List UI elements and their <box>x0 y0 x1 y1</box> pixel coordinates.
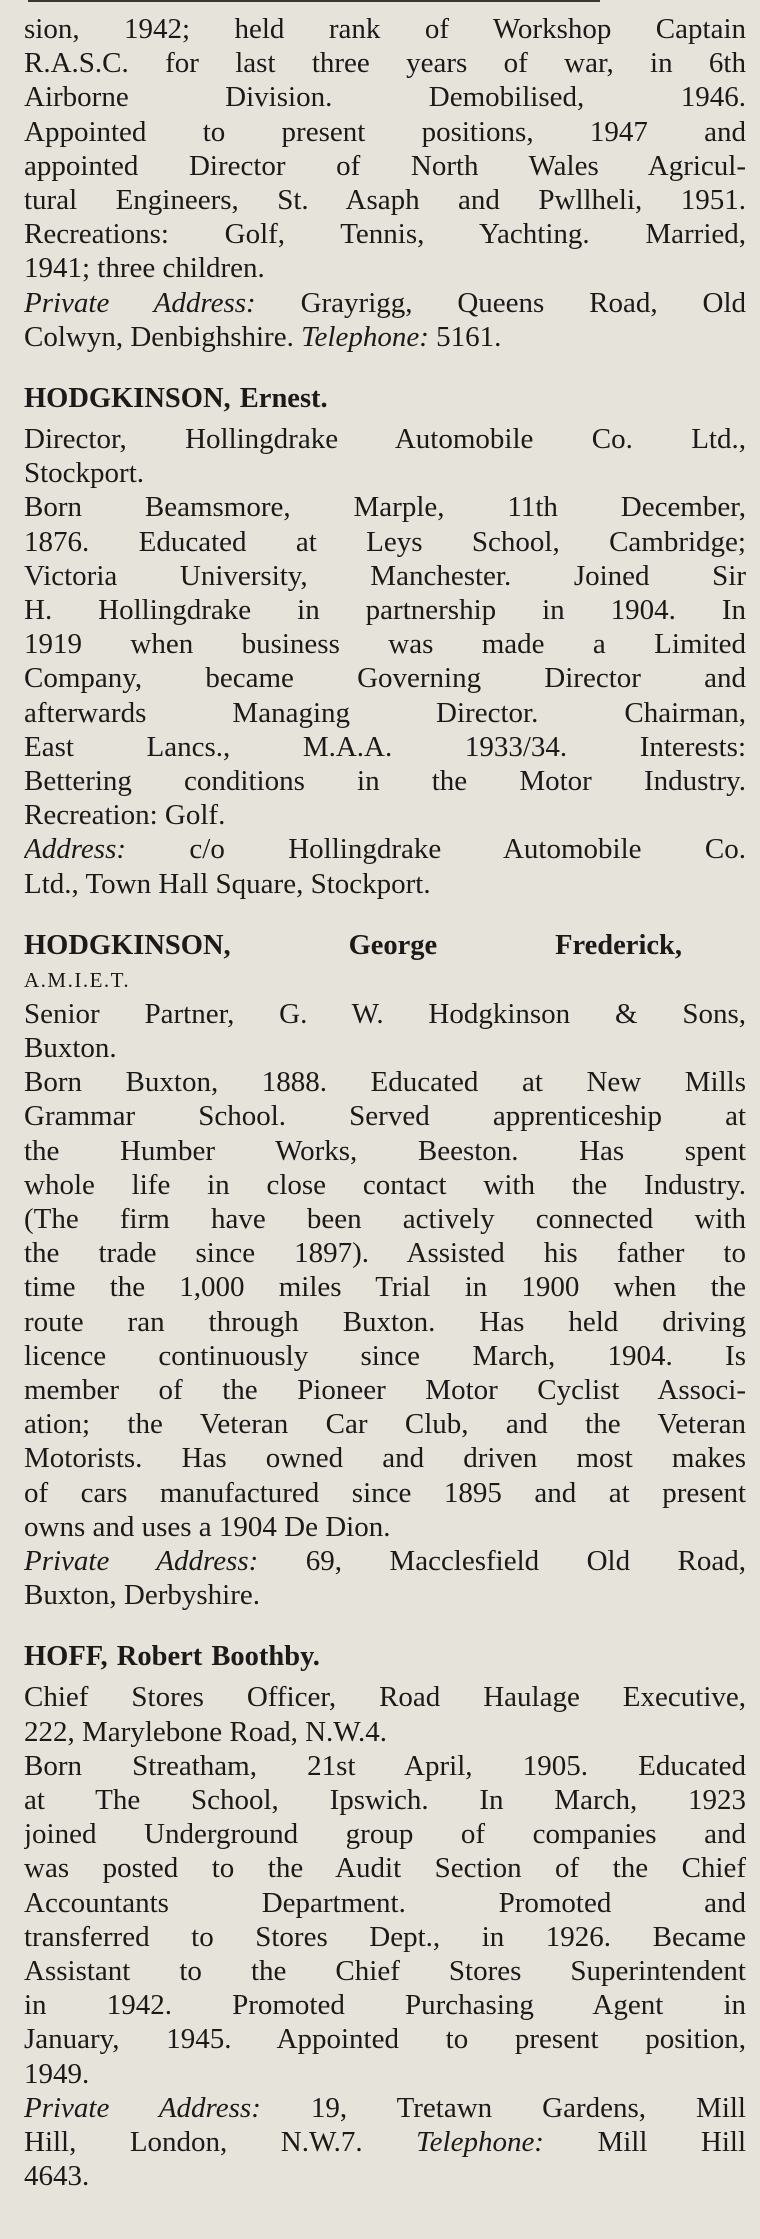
entry-line: whole life in close contact with the Industry. <box>24 1168 746 1201</box>
entry-line: 1919 when business was made a Limited <box>24 628 746 661</box>
entry-forenames: George Frederick, <box>348 929 682 961</box>
entry-line: Accountants Department. Promoted and <box>24 1886 746 1919</box>
entry-line: (The firm have been actively connected with <box>24 1203 746 1235</box>
entry-line: owns and uses a 1904 De Dion. <box>24 1510 391 1543</box>
entry-forenames: Ernest. <box>239 382 328 414</box>
entry-hodgkinson-george-frederick <box>24 929 746 1613</box>
entry-line: Recreations: Golf, Tennis, Yachting. Married, <box>24 218 746 251</box>
telephone-number: Mill Hill <box>543 2125 746 2158</box>
address-label: Private Address: <box>24 1544 259 1577</box>
entry-line: Stockport. <box>24 457 145 490</box>
address-line <box>24 832 746 866</box>
entry-line: tural Engineers, St. Asaph and Pwllheli, 1951. <box>24 183 746 216</box>
entry-line: transferred to Stores Dept., in 1926. Became <box>24 1920 746 1953</box>
entry-line: Bettering conditions in the Motor Industry. <box>24 764 746 797</box>
entry-line: Born Buxton, 1888. Educated at New Mills <box>24 1066 746 1099</box>
address-label: Address: <box>24 833 127 866</box>
address-line: Buxton, Derbyshire. <box>24 1579 260 1612</box>
address-line <box>24 2091 746 2125</box>
entry-line: January, 1945. Appointed to present position, <box>24 2023 746 2056</box>
top-rule <box>28 0 600 2</box>
entry-line: afterwards Managing Director. Chairman, <box>24 696 746 729</box>
entry-line: Appointed to present positions, 1947 and <box>24 115 746 148</box>
entry-line: Buxton. <box>24 1032 117 1065</box>
entry-line: 1949. <box>24 2057 90 2090</box>
entry-line: H. Hollingdrake in partnership in 1904. In <box>24 594 746 626</box>
entry-line: 1941; three children. <box>24 252 265 285</box>
entry-line: East Lancs., M.A.A. 1933/34. Interests: <box>24 730 746 763</box>
telephone-label: Telephone: <box>301 320 429 353</box>
telephone-line: 4643. <box>24 2160 90 2193</box>
entry-surname: HOFF, <box>24 1641 108 1673</box>
entry-line: licence continuously since March, 1904. Is <box>24 1339 746 1372</box>
entry-line: at The School, Ipswich. In March, 1923 <box>24 1784 746 1816</box>
entry-line: Assistant to the Chief Stores Superintendent <box>24 1954 746 1987</box>
entry-line: Grammar School. Served apprenticeship at <box>24 1100 746 1133</box>
address-text: 19, Tretawn Gardens, Mill <box>260 2091 746 2124</box>
entry-forenames: Robert Boothby. <box>116 1641 320 1673</box>
entry-surname: HODGKINSON, <box>24 929 231 961</box>
entry-line: 222, Marylebone Road, N.W.4. <box>24 1715 387 1748</box>
entry-line: was posted to the Audit Section of the Chief <box>24 1852 746 1885</box>
telephone-number: 5161. <box>428 320 502 353</box>
entry-line: Recreation: Golf. <box>24 799 226 832</box>
entry-line: the trade since 1897). Assisted his father to <box>24 1237 746 1270</box>
address-text: 69, Macclesfield Old Road, <box>258 1544 746 1577</box>
entry-line: of cars manufactured since 1895 and at present <box>24 1476 746 1509</box>
address-label: Private Address: <box>24 2091 261 2124</box>
entry-heading <box>24 1640 746 1674</box>
address-line <box>24 2125 746 2159</box>
entry-line: 1876. Educated at Leys School, Cambridge; <box>24 525 746 558</box>
address-text: Grayrigg, Queens Road, Old <box>255 286 746 319</box>
address-text: c/o Hollingdrake Automobile Co. <box>126 833 746 866</box>
entry-hodgkinson-ernest <box>24 382 746 901</box>
entry-line: time the 1,000 miles Trial in 1900 when the <box>24 1271 746 1304</box>
entry-line: R.A.S.C. for last three years of war, in 6th <box>24 47 746 80</box>
entry-hoff-robert-boothby <box>24 1640 746 2193</box>
entry-line: Company, became Governing Director and <box>24 662 746 695</box>
address-text: Hill, London, N.W.7. <box>24 2125 417 2158</box>
directory-page <box>24 12 746 2193</box>
entry-line: in 1942. Promoted Purchasing Agent in <box>24 1989 746 2022</box>
entry-line: Born Streatham, 21st April, 1905. Educated <box>24 1749 746 1782</box>
entry-line: joined Underground group of companies and <box>24 1818 746 1851</box>
entry-surname: HODGKINSON, <box>24 382 231 414</box>
entry-line: route ran through Buxton. Has held driving <box>24 1305 746 1338</box>
entry-line: Motorists. Has owned and driven most makes <box>24 1442 746 1475</box>
address-line <box>24 1544 746 1578</box>
entry-continued <box>24 12 746 354</box>
entry-line: Airborne Division. Demobilised, 1946. <box>24 81 746 114</box>
entry-line: Director, Hollingdrake Automobile Co. Ltd., <box>24 423 746 456</box>
entry-line: Senior Partner, G. W. Hodgkinson & Sons, <box>24 997 746 1030</box>
entry-line: Victoria University, Manchester. Joined Sir <box>24 559 746 592</box>
address-line <box>24 286 746 320</box>
entry-heading <box>24 382 746 416</box>
entry-heading <box>24 929 682 963</box>
address-label: Private Address: <box>24 286 256 319</box>
address-line <box>24 320 746 354</box>
entry-line: Born Beamsmore, Marple, 11th December, <box>24 491 746 524</box>
entry-qualification: A.M.I.E.T. <box>24 967 131 992</box>
address-line: Ltd., Town Hall Square, Stockport. <box>24 867 431 900</box>
entry-line: Chief Stores Officer, Road Haulage Executive, <box>24 1681 746 1714</box>
entry-line: ation; the Veteran Car Club, and the Veteran <box>24 1408 746 1441</box>
telephone-label: Telephone: <box>416 2125 544 2158</box>
entry-line: the Humber Works, Beeston. Has spent <box>24 1134 746 1167</box>
entry-line: member of the Pioneer Motor Cyclist Associ- <box>24 1373 746 1406</box>
entry-line: appointed Director of North Wales Agricul- <box>24 149 746 182</box>
entry-line: sion, 1942; held rank of Workshop Captain <box>24 13 746 45</box>
address-text: Colwyn, Denbighshire. <box>24 320 302 353</box>
